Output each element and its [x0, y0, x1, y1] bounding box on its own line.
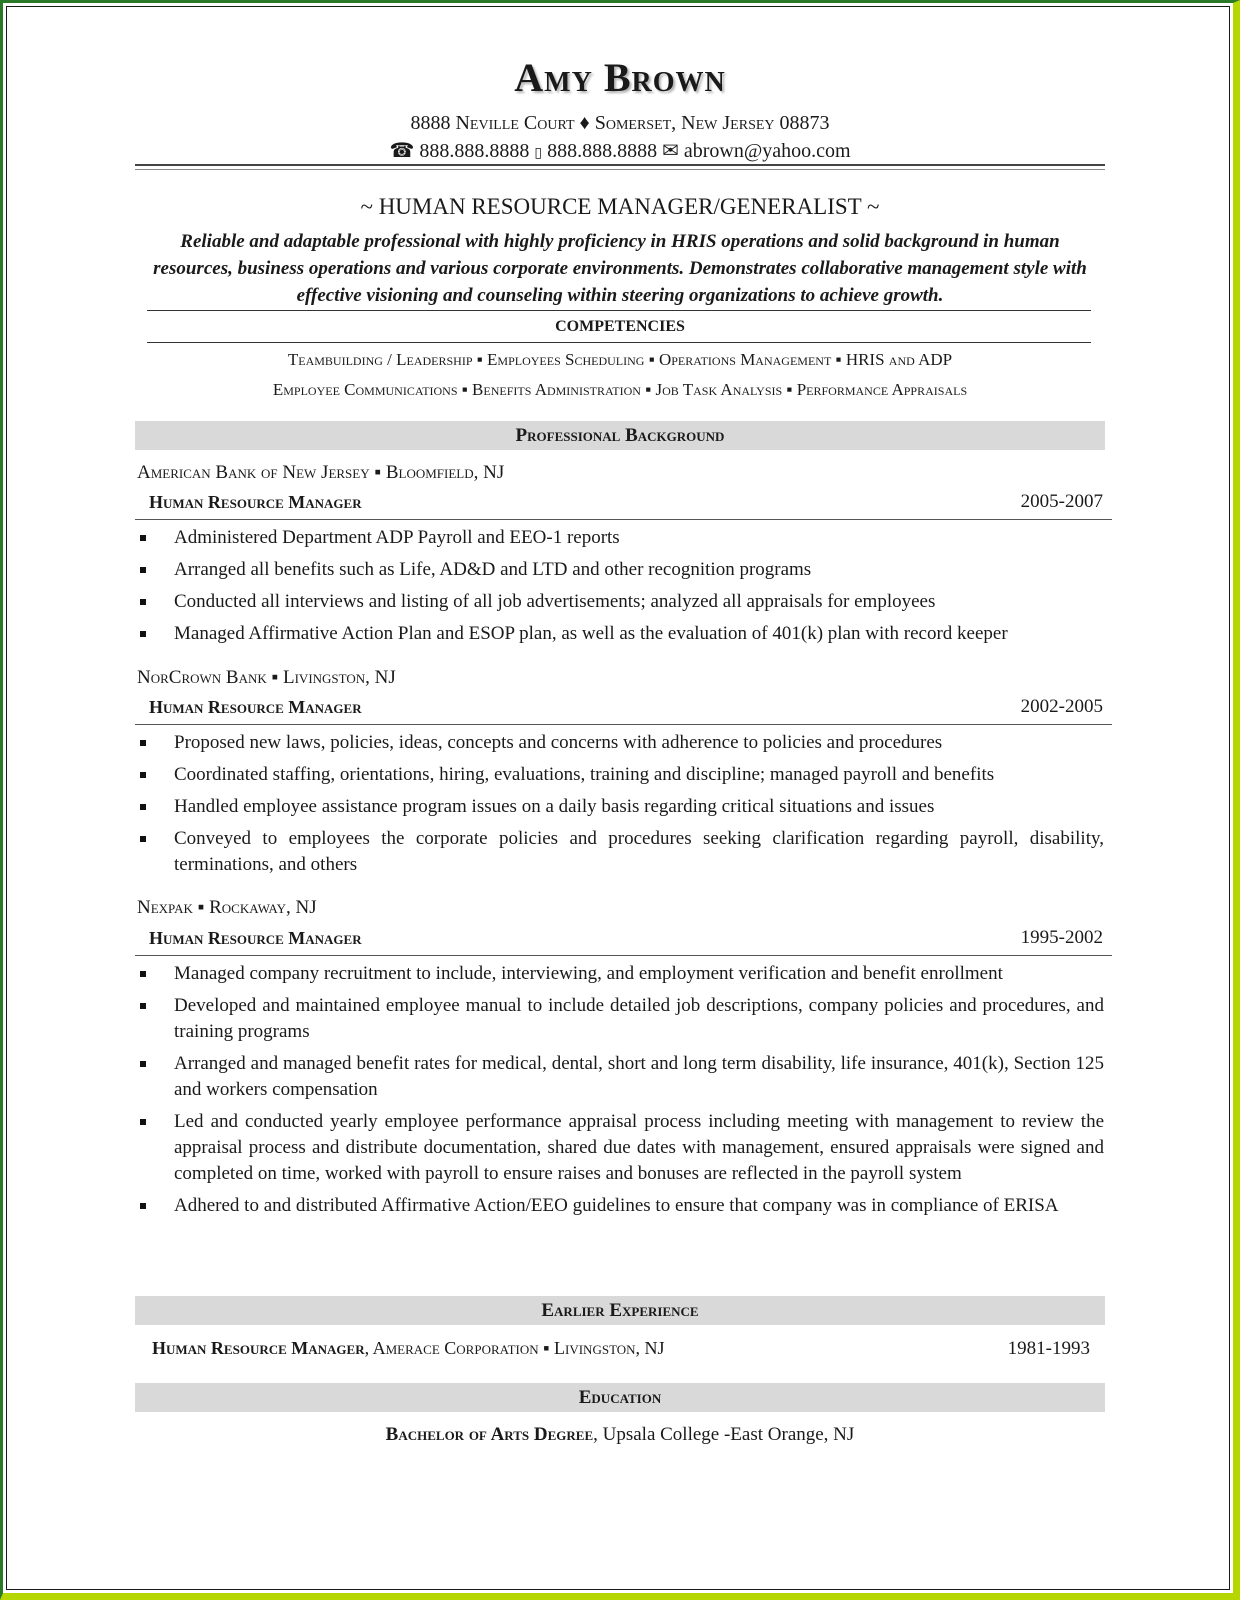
- list-item: Arranged all benefits such as Life, AD&D and LTD and other recognition programs: [138, 557, 1104, 583]
- degree: Bachelor of Arts Degree: [385, 1424, 594, 1445]
- job-rule: [135, 519, 1112, 520]
- list-item: Managed company recruitment to include, interviewing, and employment verification and benefit enrollment: [138, 961, 1104, 987]
- job-rule: [135, 955, 1112, 956]
- job-title: Human Resource Manager: [149, 697, 362, 717]
- address-line: 8888 Neville Court ♦ Somerset, New Jersey 08873: [410, 112, 830, 134]
- school: , Upsala College -East Orange, NJ: [593, 1424, 855, 1445]
- section-education: Education: [135, 1383, 1105, 1412]
- contact-line: [0, 138, 1240, 163]
- job-bullets: [138, 525, 1104, 653]
- list-item: Administered Department ADP Payroll and EEO-1 reports: [138, 525, 1104, 551]
- list-item: Handled employee assistance program issues on a daily basis regarding critical situations and issues: [138, 794, 1104, 820]
- earlier-dates: 1981-1993: [1007, 1338, 1090, 1359]
- job-dates: 1995-2002: [1020, 927, 1103, 948]
- list-item: Led and conducted yearly employee performance appraisal process including meeting with management to review the appraisal process and distribute documentation, shared due dates with management, ensured appraisals were signed and completed on time, worked with payroll to ensure raises and bonuses are reflected in the payroll system: [138, 1109, 1104, 1187]
- mobile-number: 888.888.8888: [547, 140, 658, 162]
- earlier-job-title: Human Resource Manager: [152, 1338, 365, 1358]
- job-title: Human Resource Manager: [149, 492, 362, 512]
- candidate-name: Amy Brown: [514, 55, 726, 100]
- phone-number: 888.888.8888: [419, 140, 530, 162]
- section-earlier-experience: Earlier Experience: [135, 1296, 1105, 1325]
- list-item: Arranged and managed benefit rates for medical, dental, short and long term disability, life insurance, 401(k), Section 125 and workers compensation: [138, 1051, 1104, 1103]
- earlier-experience-line: [152, 1338, 665, 1359]
- list-item: Adhered to and distributed Affirmative Action/EEO guidelines to ensure that company was in compliance of ERISA: [138, 1193, 1104, 1219]
- list-item: Conducted all interviews and listing of all job advertisements; analyzed all appraisals for employees: [138, 589, 1104, 615]
- header-rule-bottom: [135, 169, 1105, 170]
- competencies-rule: [147, 342, 1091, 343]
- job-dates: 2002-2005: [1020, 696, 1103, 717]
- earlier-employer: , Amerace Corporation ▪ Livingston, NJ: [364, 1338, 665, 1358]
- mobile-phone-icon: ▯: [534, 146, 543, 161]
- competencies-line-2: Employee Communications ▪ Benefits Administration ▪ Job Task Analysis ▪ Performance Appraisals: [272, 380, 968, 399]
- envelope-icon: ✉: [662, 140, 679, 162]
- employer-line: American Bank of New Jersey ▪ Bloomfield, NJ: [137, 462, 505, 483]
- education-line: [0, 1424, 1240, 1446]
- email-address: abrown@yahoo.com: [683, 140, 851, 162]
- list-item: Conveyed to employees the corporate policies and procedures seeking clarification regarding payroll, disability, terminations, and others: [138, 826, 1104, 878]
- list-item: Developed and maintained employee manual to include detailed job descriptions, company policies and procedures, and training programs: [138, 993, 1104, 1045]
- objective-title: ~ HUMAN RESOURCE MANAGER/GENERALIST ~: [360, 194, 880, 219]
- summary-rule: [147, 310, 1091, 311]
- job-dates: 2005-2007: [1020, 491, 1103, 512]
- summary-paragraph: Reliable and adaptable professional with highly proficiency in HRIS operations and solid background in human resources, business operations and various corporate environments. Demonstrates collaborative management style with effective visioning and counseling within steering organizations to achieve growth.: [153, 231, 1087, 306]
- job-rule: [135, 724, 1112, 725]
- section-professional-background: Professional Background: [135, 421, 1105, 450]
- employer-line: Nexpak ▪ Rockaway, NJ: [137, 897, 317, 918]
- header-rule-top: [135, 164, 1105, 166]
- list-item: Managed Affirmative Action Plan and ESOP plan, as well as the evaluation of 401(k) plan with record keeper: [138, 621, 1104, 647]
- job-bullets: [138, 730, 1104, 884]
- job-title: Human Resource Manager: [149, 928, 362, 948]
- job-bullets: [138, 961, 1104, 1225]
- list-item: Proposed new laws, policies, ideas, concepts and concerns with adherence to policies and procedures: [138, 730, 1104, 756]
- competencies-line-1: Teambuilding / Leadership ▪ Employees Scheduling ▪ Operations Management ▪ HRIS and ADP: [287, 350, 953, 369]
- employer-line: NorCrown Bank ▪ Livingston, NJ: [137, 667, 396, 688]
- list-item: Coordinated staffing, orientations, hiring, evaluations, training and discipline; managed payroll and benefits: [138, 762, 1104, 788]
- competencies-title: COMPETENCIES: [555, 318, 685, 335]
- phone-icon: ☎: [389, 140, 415, 162]
